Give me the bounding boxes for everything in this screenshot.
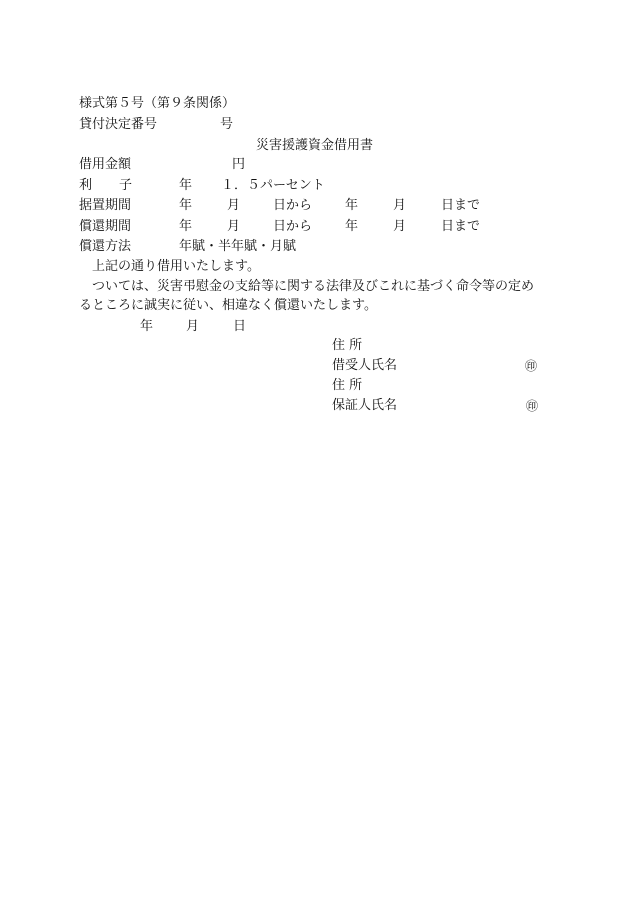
method-value: 年賦・半年賦・月賦 <box>179 239 297 254</box>
loan-number-unit: 号 <box>220 117 234 132</box>
borrower-address-label: 住 所 <box>332 338 363 353</box>
repayment-until: 日まで <box>441 219 481 234</box>
deferment-from: 日から <box>273 198 313 213</box>
deferment-month: 月 <box>227 198 241 213</box>
repayment-from: 日から <box>273 219 313 234</box>
repayment-label: 償還期間 <box>79 219 132 234</box>
interest-rate: １．５パーセント <box>221 178 325 193</box>
repayment-month: 月 <box>227 219 241 234</box>
amount-label: 借用金額 <box>79 157 132 172</box>
deferment-year-end: 年 <box>345 198 359 213</box>
deferment-month-end: 月 <box>393 198 407 213</box>
date-month: 月 <box>186 319 200 334</box>
deferment-label: 据置期間 <box>79 198 132 213</box>
loan-number-label: 貸付決定番号 <box>79 117 158 132</box>
date-year: 年 <box>140 319 154 334</box>
guarantor-name-label: 保証人氏名 <box>332 398 398 413</box>
borrower-seal-mark: ㊞ <box>525 359 538 373</box>
amount-unit: 円 <box>232 157 246 172</box>
interest-label-1: 利 <box>79 178 93 193</box>
deferment-year: 年 <box>179 198 193 213</box>
form-reference: 様式第５号（第９条関係） <box>79 96 236 111</box>
body-paragraph-2-line-2: るところに誠実に従い、相違なく償還いたします。 <box>79 298 377 313</box>
body-paragraph-2-line-1: ついては、災害弔慰金の支給等に関する法律及びこれに基づく命令等の定め <box>92 279 535 294</box>
deferment-until: 日まで <box>441 198 481 213</box>
document-title: 災害援護資金借用書 <box>256 138 374 153</box>
interest-label-2: 子 <box>119 178 133 193</box>
repayment-year-end: 年 <box>345 219 359 234</box>
date-day: 日 <box>233 319 247 334</box>
repayment-year: 年 <box>179 219 193 234</box>
guarantor-address-label: 住 所 <box>332 378 363 393</box>
borrower-name-label: 借受人氏名 <box>332 358 398 373</box>
repayment-month-end: 月 <box>393 219 407 234</box>
body-paragraph-1: 上記の通り借用いたします。 <box>92 259 260 274</box>
interest-year: 年 <box>179 178 193 193</box>
method-label: 償還方法 <box>79 239 132 254</box>
guarantor-seal-mark: ㊞ <box>526 399 539 413</box>
